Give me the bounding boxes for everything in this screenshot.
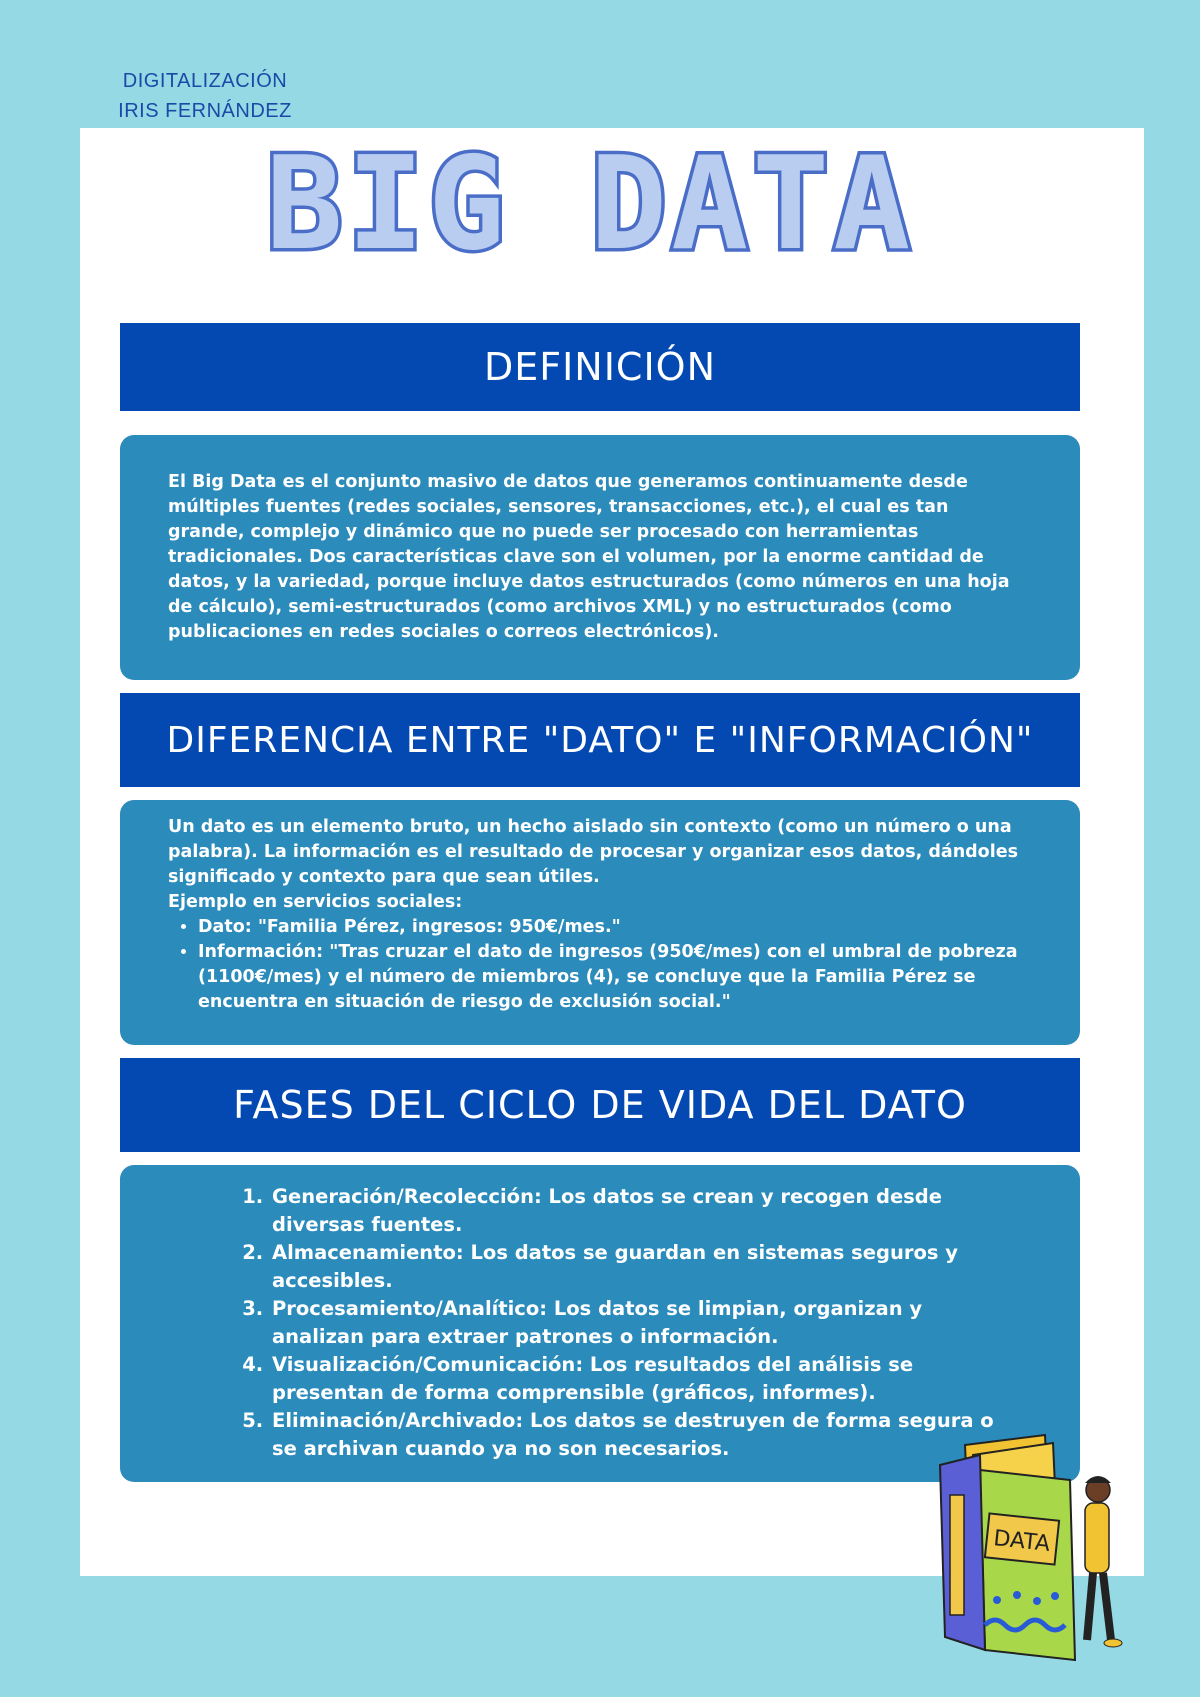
example-label: Ejemplo en servicios sociales: bbox=[168, 892, 463, 912]
fase-item: 4. Visualización/Comunicación: Los resultados del análisis se presentan de forma comprensible (gráficos, informes). bbox=[270, 1351, 1000, 1407]
fases-heading-text: FASES DEL CICLO DE VIDA DEL DATO bbox=[233, 1083, 967, 1127]
diferencia-card bbox=[120, 800, 1080, 1045]
diferencia-heading bbox=[120, 693, 1080, 787]
author-name: IRIS FERNÁNDEZ bbox=[118, 100, 292, 122]
fase-item: 3. Procesamiento/Analítico: Los datos se limpian, organizan y analizan para extraer patrones o información. bbox=[270, 1295, 1000, 1351]
diferencia-heading-text: DIFERENCIA ENTRE "DATO" E "INFORMACIÓN" bbox=[166, 719, 1034, 761]
fases-list bbox=[220, 1183, 1000, 1463]
example-dato: • Dato: "Familia Pérez, ingresos: 950€/mes." bbox=[198, 915, 1040, 940]
fase-item: 5. Eliminación/Archivado: Los datos se destruyen de forma segura o se archivan cuando ya no son necesarios. bbox=[270, 1407, 1000, 1463]
illustration-label: DATA bbox=[992, 1526, 1052, 1557]
diferencia-intro: Un dato es un elemento bruto, un hecho aislado sin contexto (como un número o una palabra). La información es el resultado de procesar y organizar esos datos, dándoles significado y contexto para que sean útiles. bbox=[168, 817, 1018, 887]
subject-label: DIGITALIZACIÓN bbox=[122, 70, 288, 92]
definicion-heading-text: DEFINICIÓN bbox=[483, 345, 717, 389]
page-title bbox=[200, 140, 980, 290]
data-binder-illustration-icon bbox=[935, 1425, 1135, 1670]
fase-item: 2. Almacenamiento: Los datos se guardan en sistemas seguros y accesibles. bbox=[270, 1239, 1000, 1295]
example-informacion: • Información: "Tras cruzar el dato de ingresos (950€/mes) con el umbral de pobreza (1100€/mes) y el número de miembros (4), se concluye que la Familia Pérez se encuentra en situación de riesgo de exclusión social." bbox=[198, 940, 1040, 1015]
definicion-card bbox=[120, 435, 1080, 680]
author-header bbox=[100, 66, 310, 126]
definicion-heading bbox=[120, 323, 1080, 411]
page-title-text: BIG DATA bbox=[265, 140, 915, 279]
definicion-body: El Big Data es el conjunto masivo de datos que generamos continuamente desde múltiples fuentes (redes sociales, sensores, transacciones, etc.), el cual es tan grande, complejo y dinámico que no puede ser procesado con herramientas tradicionales. Dos características clave son el volumen, por la enorme cantidad de datos, y la variedad, porque incluye datos estructurados (como números en una hoja de cálculo), semi-estructurados (como archivos XML) y no estructurados (como publicaciones en redes sociales o correos electrónicos). bbox=[168, 472, 1010, 642]
fase-item: 1. Generación/Recolección: Los datos se crean y recogen desde diversas fuentes. bbox=[270, 1183, 1000, 1239]
example-list bbox=[168, 915, 1040, 1015]
fases-heading bbox=[120, 1058, 1080, 1152]
